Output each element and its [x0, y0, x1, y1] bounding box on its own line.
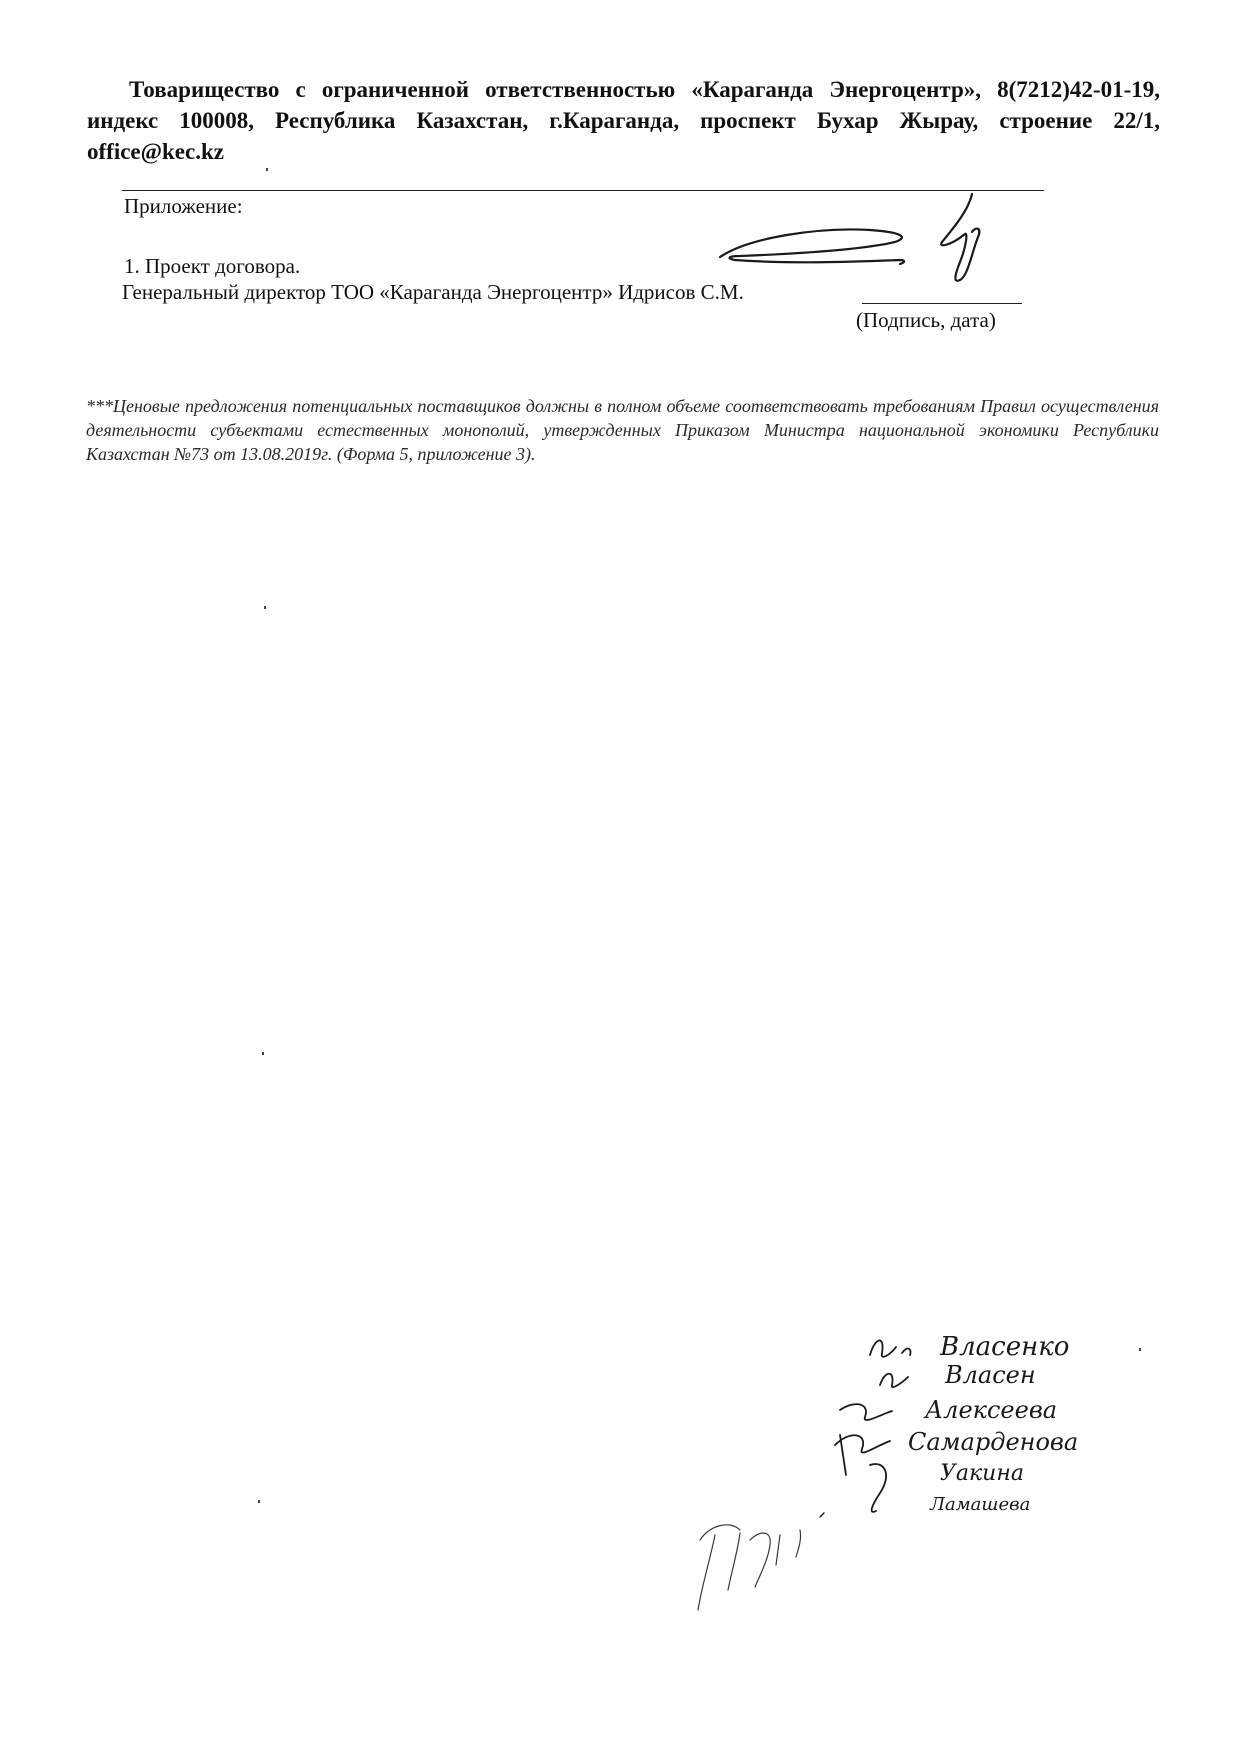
director-signature-image [710, 192, 1040, 302]
signature-vlasenko: Власенко [940, 1332, 1070, 1362]
signature-samardenova: Самарденова [908, 1428, 1079, 1456]
signature-uakina: Уакина [940, 1461, 1024, 1486]
signature-vlasen: Власен [945, 1361, 1036, 1389]
signature-hint: (Подпись, дата) [856, 308, 996, 332]
commission-signatures-image [640, 1325, 1080, 1625]
scan-speck [266, 168, 268, 171]
scan-speck [262, 1052, 264, 1055]
scan-speck [264, 606, 266, 609]
signature-alekseeva: Алексеева [925, 1396, 1058, 1424]
attachment-item: 1. Проект договора. [124, 254, 301, 278]
signature-underline [862, 303, 1022, 304]
signature-lamasheva: Ламашева [930, 1494, 1031, 1515]
footnote: ***Ценовые предложения потенциальных поставщиков должны в полном объеме соответствовать требованиям Правил осуществления деятельности субъектами естественных монополий, утвержденных Приказом Министра национальной экономики Республики Казахстан №73 от 13.08.2019г. (Форма 5, приложение 3). [86, 396, 1159, 464]
scan-speck [1139, 1348, 1141, 1351]
attachment-label: Приложение: [124, 194, 243, 218]
company-details: Товарищество с ограниченной ответственностью «Караганда Энергоцентр», 8(7212)42-01-19, индекс 100008, Республика Казахстан, г.Караганда, проспект Бухар Жырау, строение 22/1, office@kec.kz [87, 77, 1160, 164]
signatory-line: Генеральный директор ТОО «Караганда Энергоцентр» Идрисов С.М. [122, 280, 744, 304]
scan-speck [258, 1500, 260, 1503]
header-divider [122, 190, 1044, 191]
